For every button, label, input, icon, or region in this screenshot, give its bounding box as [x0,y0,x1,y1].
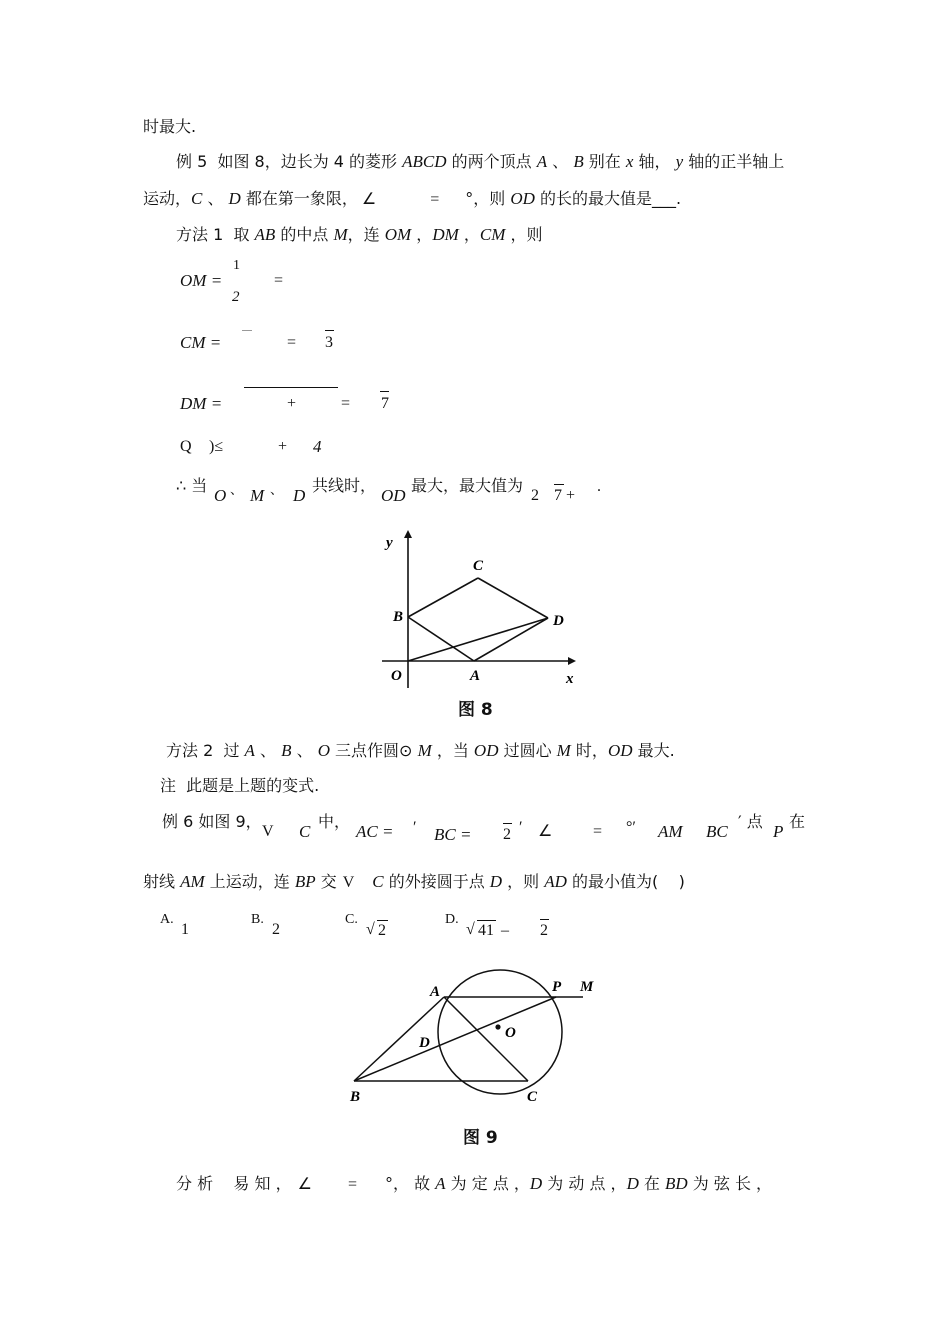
option-a-label: A. [160,912,174,927]
separator: 、 [230,483,244,498]
formula-om: OM = [180,271,223,290]
text-point: ′ 点 [738,812,763,831]
formula-cm: CM = [180,333,222,352]
inequality: )≤ [209,438,224,455]
option-b-value: 2 [272,921,280,938]
plus-sign: + [287,395,297,412]
method2-text: 方法 2 过 A 、 B 、 O 三点作圆⊙ M ，当 OD 过圆心 M 时，OD 最大. [166,741,675,760]
segment-ba [354,997,444,1081]
text-max: 最大，最大值为 [411,476,524,495]
label-b: B [350,1089,361,1105]
label-o: O [391,668,402,684]
sqrt-sign: √ [466,921,475,938]
fraction-numerator: 1 [233,258,240,273]
example6-statement-cont: 射线 AM 上运动，连 BP 交 V C 的外接圆于点 D ，则 AD 的最小值为( ) [143,872,685,891]
label-o: O [505,1025,516,1041]
label-a: A [430,984,441,1000]
option-c-value: 2 [378,922,386,939]
sqrt-bar [380,391,389,392]
formula-dm: DM = [180,394,223,413]
circumcircle [438,970,562,1094]
center-dot [495,1024,500,1029]
text-line: 时最大. [143,117,197,136]
side-cd [478,578,548,618]
label-c: C [473,558,484,574]
figure-9-caption: 图 9 [463,1128,498,1148]
segment-od [408,618,548,661]
point-m: M [250,486,265,505]
text-collinear: 共线时， [312,476,377,495]
separator: ′ [413,819,417,836]
label-d: D [419,1035,430,1051]
period: . [597,478,601,495]
radicand: 3 [325,334,333,351]
value-four: 4 [313,437,322,456]
equals-sign: = [274,272,284,289]
side-ad [474,618,548,661]
label-p: P [552,979,562,995]
degree-separator: °′ [626,819,636,836]
sqrt-bar [244,387,338,388]
sqrt-sign: √ [366,921,375,938]
radicand: 2 [503,826,511,843]
separator: 、 [270,483,284,498]
segment-od: OD [381,486,406,505]
equals-sign: = [593,823,603,840]
method1-intro: 方法 1 取 AB 的中点 M，连 OM ，DM ，CM ，则 [176,225,543,244]
option-c-label: C. [345,912,358,927]
segment-bc: BC [706,822,728,841]
option-b-label: B. [251,912,264,927]
side-ba [408,617,474,661]
label-y: y [386,535,393,551]
angle-symbol: ∠ [538,823,553,840]
example6-label: 例 6 如图 9， [162,812,262,831]
radicand-expression: 7 + [554,487,576,504]
because-symbol: Q [180,438,192,455]
sqrt-bar [325,330,334,331]
conclusion-line: ∴ 当 [176,476,208,495]
label-a: A [470,668,481,684]
text-in: 中， [318,812,351,831]
triangle-symbol: V [262,823,274,840]
side-bc [408,578,478,617]
segment-bp [354,997,556,1081]
arrow-x [568,657,576,665]
figure-8-caption: 图 8 [458,700,493,720]
formula-ac: AC = [356,822,394,841]
note-line: 注 此题是上题的变式. [160,776,320,795]
minus-sign: – [501,922,509,939]
vertex-c: C [299,822,311,841]
label-x: x [566,671,574,687]
plus-sign: + [278,438,288,455]
equals-sign: = [287,334,297,351]
equals-sign: = [341,395,351,412]
option-d-value: 41 [478,922,494,939]
sqrt-bar [242,330,252,331]
example5-statement: 例 5 如图 8，边长为 4 的菱形 ABCD 的两个顶点 A 、 B 别在 x 轴， y 轴的正半轴上 [176,152,785,171]
example5-statement-cont: 运动，C 、 D 都在第一象限， ∠ = °，则 OD 的长的最大值是___. [143,189,682,208]
point-d: D [293,486,306,505]
figure-9 [340,960,610,1110]
point-p: P [773,822,784,841]
option-d-label: D. [445,912,459,927]
label-d: D [553,613,564,629]
option-d-radicand: 2 [540,922,548,939]
sqrt-bar [540,919,549,920]
separator: ′ [519,819,523,836]
fraction-denominator: 2 [232,289,240,305]
analysis-line: 分 析 易 知 ， ∠ = °， 故 A 为 定 点 ，D 为 动 点 ，D 在 BD 为 弦 长 ， [176,1174,773,1193]
radicand: 7 [381,395,389,412]
arrow-y [404,530,412,538]
label-b: B [393,609,404,625]
formula-bc: BC = [434,825,472,844]
ray-am: AM [658,822,683,841]
text-on: 在 [789,812,806,831]
label-c: C [527,1089,538,1105]
sqrt-bar [554,484,564,485]
label-m: M [580,979,594,995]
coefficient: 2 [531,487,539,504]
figure-8 [370,528,590,728]
point-o: O [214,486,227,505]
sqrt-bar [503,823,512,824]
option-a-value: 1 [181,921,189,938]
